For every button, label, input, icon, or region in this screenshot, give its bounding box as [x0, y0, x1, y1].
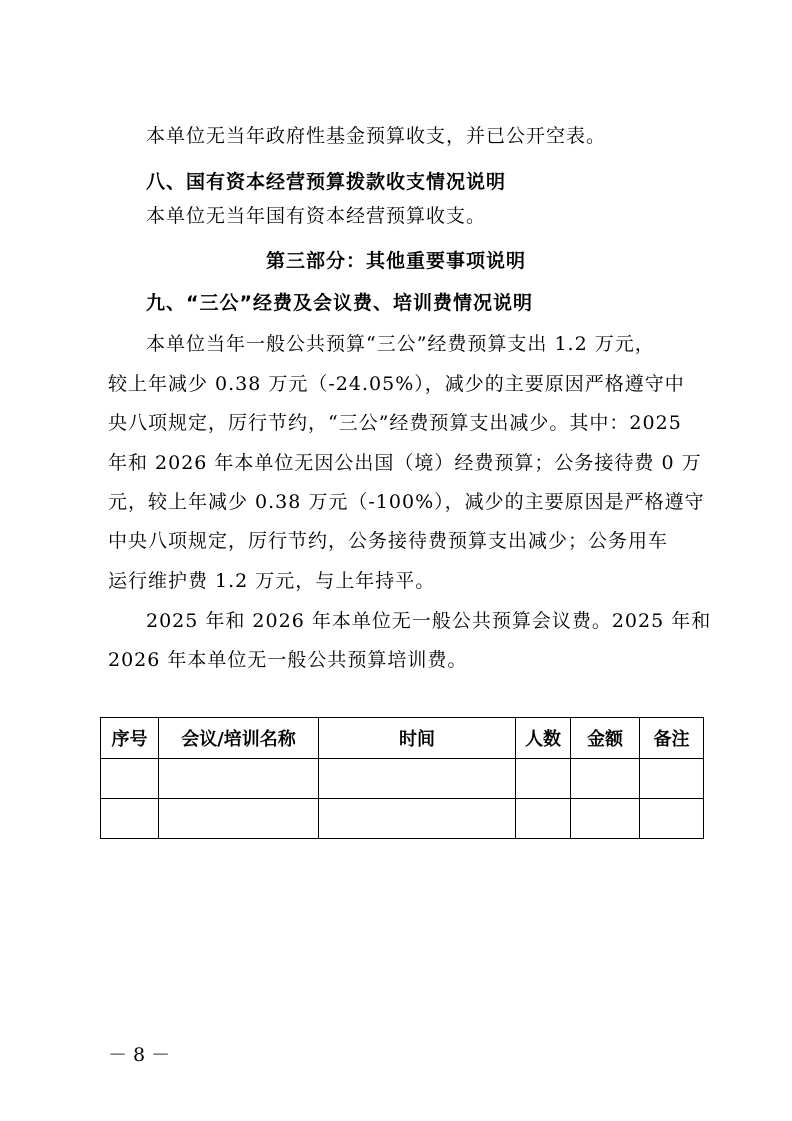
- table-cell: [101, 799, 159, 839]
- table-cell: [101, 759, 159, 799]
- section-heading-8: 八、国有资本经营预算拨款收支情况说明: [146, 171, 507, 193]
- paragraph-government-fund: 本单位无当年政府性基金预算收支，并已公开空表。: [146, 125, 607, 147]
- table-cell: [516, 799, 571, 839]
- part-three-title: 第三部分：其他重要事项说明: [265, 250, 526, 272]
- paragraph-line: 2025 年和 2026 年本单位无一般公共预算会议费。2025 年和: [146, 610, 712, 632]
- paragraph-line: 年和 2026 年本单位无因公出国（境）经费预算；公务接待费 0 万: [108, 452, 702, 474]
- section-heading-9: 九、“三公”经费及会议费、培训费情况说明: [146, 292, 533, 314]
- page-number: － 8 －: [108, 1044, 171, 1066]
- paragraph-line: 本单位当年一般公共预算“三公”经费预算支出 1.2 万元，: [146, 333, 655, 355]
- table-cell: [640, 759, 704, 799]
- header-cell-index: 序号: [101, 718, 159, 759]
- paragraph-line: 央八项规定，厉行节约，“三公”经费预算支出减少。其中：2025: [108, 412, 682, 434]
- table-row: [101, 799, 704, 839]
- header-cell-attendees: 人数: [516, 718, 571, 759]
- paragraph-line: 较上年减少 0.38 万元（-24.05%），减少的主要原因严格遵守中: [108, 373, 685, 395]
- paragraph-line: 运行维护费 1.2 万元，与上年持平。: [108, 570, 436, 592]
- table-cell: [571, 759, 640, 799]
- table-cell: [640, 799, 704, 839]
- paragraph-line: 中央八项规定，厉行节约，公务接待费预算支出减少；公务用车: [108, 530, 669, 552]
- table-cell: [319, 799, 516, 839]
- table-row: [101, 759, 704, 799]
- paragraph-line: 2026 年本单位无一般公共预算培训费。: [108, 649, 468, 671]
- header-cell-time: 时间: [319, 718, 516, 759]
- table-cell: [319, 759, 516, 799]
- table-cell: [159, 759, 319, 799]
- table-cell: [159, 799, 319, 839]
- paragraph-line: 元，较上年减少 0.38 万元（-100%），减少的主要原因是严格遵守: [108, 491, 705, 513]
- header-cell-remarks: 备注: [640, 718, 704, 759]
- table-cell: [571, 799, 640, 839]
- header-cell-amount: 金额: [571, 718, 640, 759]
- header-cell-name: 会议/培训名称: [159, 718, 319, 759]
- meeting-training-table: [100, 717, 704, 839]
- table-header-row: [101, 718, 704, 759]
- table-cell: [516, 759, 571, 799]
- paragraph-state-capital: 本单位无当年国有资本经营预算收支。: [146, 205, 487, 227]
